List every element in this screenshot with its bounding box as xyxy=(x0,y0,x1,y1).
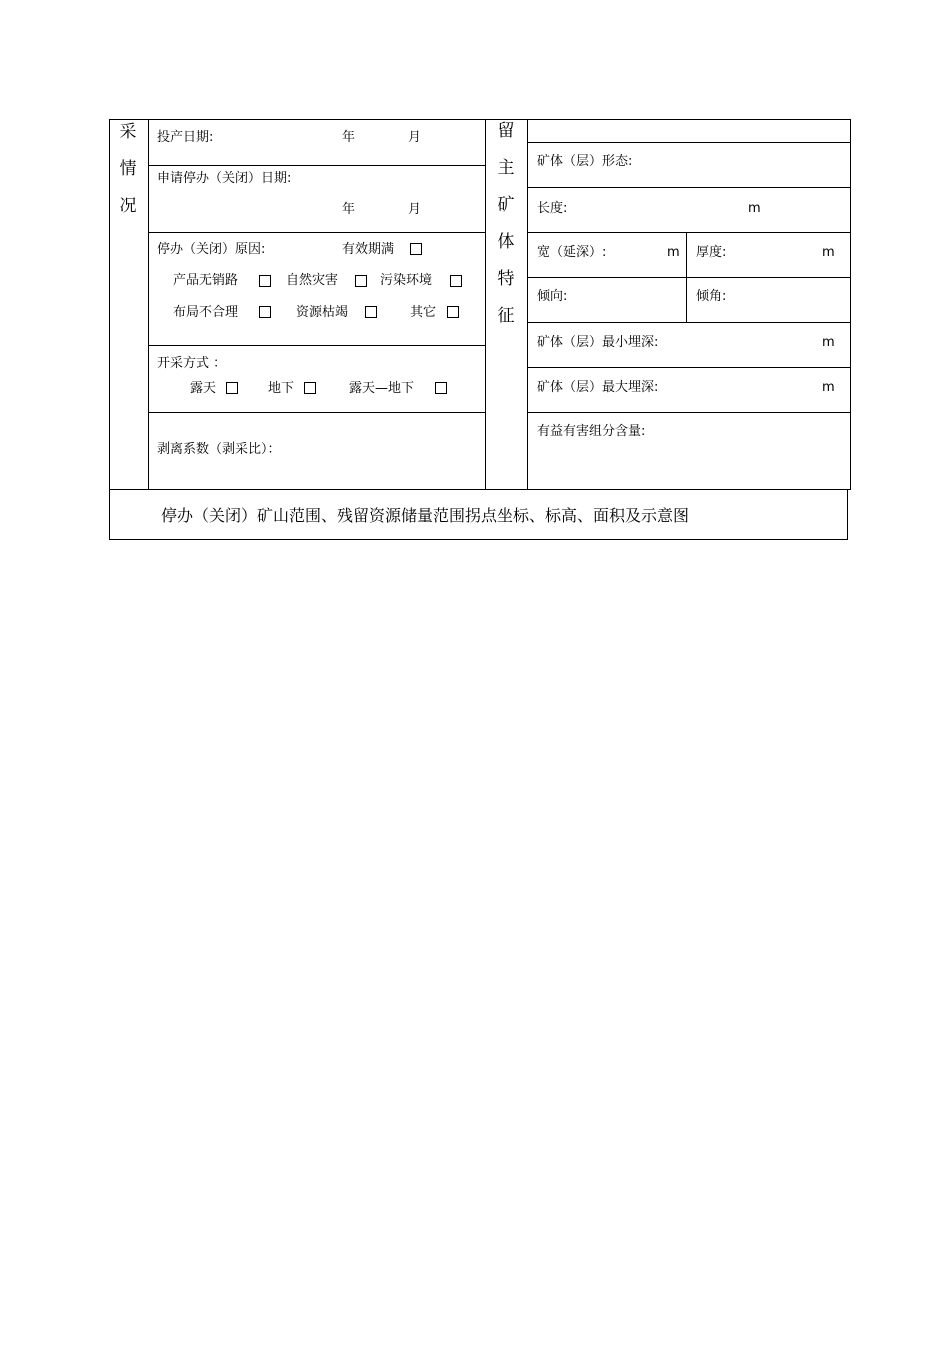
table-left-border xyxy=(109,119,110,540)
reason-other-checkbox[interactable] xyxy=(447,306,459,318)
left-row-divider xyxy=(148,165,485,166)
table-row-divider xyxy=(109,489,851,490)
right-row-divider xyxy=(527,412,850,413)
width-unit: m xyxy=(667,245,680,260)
method-underground-checkbox[interactable] xyxy=(304,382,316,394)
closure-reason-label: 停办（关闭）原因: xyxy=(157,242,266,257)
side-label-char: 特 xyxy=(497,269,515,289)
method-combined-label: 露天—地下 xyxy=(349,381,415,396)
table-bottom-border xyxy=(109,539,848,540)
right-row-divider xyxy=(527,322,850,323)
max-depth-unit: m xyxy=(822,380,835,395)
method-open-pit-checkbox[interactable] xyxy=(226,382,238,394)
reason-bad-layout-label: 布局不合理 xyxy=(173,305,239,320)
method-combined-checkbox[interactable] xyxy=(435,382,447,394)
side-label-char: 留 xyxy=(497,121,515,141)
table-top-border xyxy=(109,119,851,120)
right-row-divider xyxy=(527,187,850,188)
reason-expired-label: 有效期满 xyxy=(342,242,395,257)
side-label-char: 体 xyxy=(497,232,515,252)
right-row-divider xyxy=(527,142,850,143)
min-depth-unit: m xyxy=(822,335,835,350)
reason-no-market-label: 产品无销路 xyxy=(173,273,239,288)
stripping-ratio-label: 剥离系数（剥采比）： xyxy=(157,442,281,457)
side-label-char: 征 xyxy=(497,306,515,326)
stop-month-label: 月 xyxy=(408,202,422,217)
side-label-char: 采 xyxy=(119,122,137,142)
right-row-divider xyxy=(527,232,850,233)
min-depth-label: 矿体（层）最小埋深: xyxy=(537,335,659,350)
right-row-divider xyxy=(527,277,850,278)
dip-direction-label: 倾向: xyxy=(537,289,568,304)
ore-shape-label: 矿体（层）形态: xyxy=(537,154,633,169)
dip-angle-label: 倾角: xyxy=(696,289,727,304)
components-label: 有益有害组分含量: xyxy=(537,424,646,439)
reason-resource-exhausted-checkbox[interactable] xyxy=(365,306,377,318)
closure-range-title: 停办（关闭）矿山范围、残留资源储量范围拐点坐标、标高、面积及示意图 xyxy=(161,506,690,525)
left-row-divider xyxy=(148,345,485,346)
production-month-label: 月 xyxy=(408,130,422,145)
reason-pollution-label: 污染环境 xyxy=(380,273,433,288)
right-cell-divider xyxy=(686,232,687,323)
side-label-char: 情 xyxy=(119,159,137,179)
side-label-ore-body-features xyxy=(493,113,519,335)
side-label-char: 况 xyxy=(119,196,137,216)
production-year-label: 年 xyxy=(342,130,356,145)
side-label-char: 矿 xyxy=(497,195,515,215)
reason-expired-checkbox[interactable] xyxy=(410,243,422,255)
method-underground-label: 地下 xyxy=(268,381,295,396)
length-unit: m xyxy=(748,201,761,216)
reason-other-label: 其它 xyxy=(410,305,437,320)
right-row-divider xyxy=(527,367,850,368)
table-col-divider-3 xyxy=(527,119,528,490)
thickness-label: 厚度: xyxy=(696,245,727,260)
length-label: 长度: xyxy=(537,201,568,216)
method-open-pit-label: 露天 xyxy=(190,381,217,396)
reason-pollution-checkbox[interactable] xyxy=(450,275,462,287)
mining-method-label: 开采方式 ： xyxy=(157,356,227,371)
reason-no-market-checkbox[interactable] xyxy=(259,275,271,287)
table-right-border xyxy=(850,119,851,490)
reason-bad-layout-checkbox[interactable] xyxy=(259,306,271,318)
table-col-divider-1 xyxy=(148,119,149,490)
table-bottom-right-border xyxy=(847,489,848,540)
left-row-divider xyxy=(148,232,485,233)
production-date-label: 投产日期: xyxy=(157,130,214,145)
reason-resource-exhausted-label: 资源枯竭 xyxy=(296,305,349,320)
side-label-mining-status xyxy=(115,114,141,225)
table-col-divider-2 xyxy=(485,119,486,490)
reason-natural-disaster-label: 自然灾害 xyxy=(286,273,339,288)
reason-natural-disaster-checkbox[interactable] xyxy=(355,275,367,287)
width-label: 宽（延深）: xyxy=(537,245,607,260)
stop-date-label: 申请停办（关闭）日期: xyxy=(157,171,292,186)
stop-year-label: 年 xyxy=(342,202,356,217)
thickness-unit: m xyxy=(822,245,835,260)
side-label-char: 主 xyxy=(497,158,515,178)
max-depth-label: 矿体（层）最大埋深: xyxy=(537,380,659,395)
left-row-divider xyxy=(148,412,485,413)
